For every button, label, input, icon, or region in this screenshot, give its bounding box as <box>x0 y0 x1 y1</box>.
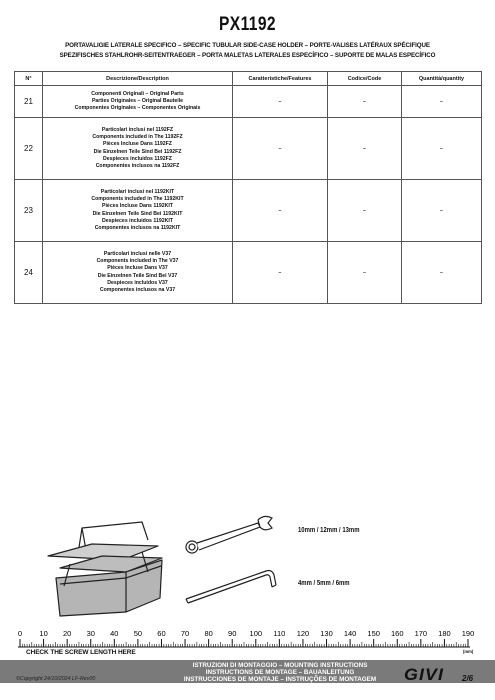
description-line: Die Einzelnen Teile Sind Bei 1192KIT <box>92 210 183 217</box>
row-features: – <box>233 86 328 118</box>
description-line: Componenti Originali – Original Parts <box>91 90 184 97</box>
ruler-unit: (mm) <box>463 649 474 654</box>
toolbox-icon <box>30 520 170 620</box>
row-description <box>43 180 233 242</box>
ruler-tick-label: 50 <box>133 629 143 638</box>
ruler-tick-label: 150 <box>367 629 380 638</box>
ruler-tick-label: 180 <box>438 629 451 638</box>
instructions-line-2: INSTRUCTIONS DE MONTAGE – BAUANLEITUNG <box>205 669 355 676</box>
row-quantity: – <box>402 242 482 304</box>
ruler-tick-label: 160 <box>391 629 404 638</box>
row-code: – <box>328 242 402 304</box>
row-number: 21 <box>15 86 43 118</box>
description-line: Particolari inclusi nel 1192FZ <box>101 126 174 133</box>
description-line: Pièces Incluse Dans 1192KIT <box>102 203 173 210</box>
col-header-description: Descrizione/Description <box>43 72 233 86</box>
ruler-tick-label: 10 <box>39 629 48 638</box>
description-line: Componentes inclusos na 1192KIT <box>94 225 181 232</box>
allen-key-size-label: 4mm / 5mm / 6mm <box>298 580 350 587</box>
parts-table <box>14 71 482 304</box>
ruler-tick-label: 70 <box>180 629 190 638</box>
description-line: Components included in The 1192FZ <box>92 133 183 140</box>
ruler-tick-label: 0 <box>17 629 23 638</box>
ruler-tick-label: 90 <box>228 629 237 638</box>
wrench-size-label: 10mm / 12mm / 13mm <box>298 527 360 534</box>
ruler-tick-label: 120 <box>296 629 310 638</box>
givi-logo: GIVI <box>404 665 444 684</box>
description-line: Die Einzelnen Teile Sind Bei 1192FZ <box>93 148 182 155</box>
description-line: Parties Originales – Original Bauteile <box>91 97 184 104</box>
col-header-features: Caratteristiche/Features <box>233 72 328 86</box>
row-description <box>43 242 233 304</box>
screw-length-ruler <box>0 625 495 665</box>
description-line: Particolari inclusi nel 1192KIT <box>100 188 175 195</box>
row-quantity: – <box>402 180 482 242</box>
row-description <box>43 118 233 180</box>
row-code: – <box>328 180 402 242</box>
description-line: Despieces incluidos 1192KIT <box>102 217 173 224</box>
table-row <box>15 86 482 118</box>
col-header-code: Codice/Code <box>328 72 402 86</box>
description-line: Despieces incluidos 1192FZ <box>103 155 172 162</box>
allen-key-icon <box>182 563 282 607</box>
description-line: Pièces Incluse Dans V37 <box>107 265 168 272</box>
row-quantity: – <box>402 86 482 118</box>
table-row <box>15 242 482 304</box>
col-header-number: N° <box>15 72 43 86</box>
description-line: Componentes Originales – Componentes Originais <box>74 105 201 112</box>
description-line: Pièces Incluse Dans 1192FZ <box>103 141 172 148</box>
instructions-line-1: ISTRUZIONI DI MONTAGGIO – MOUNTING INSTRUCTIONS <box>192 662 368 669</box>
row-number: 23 <box>15 180 43 242</box>
row-number: 22 <box>15 118 43 180</box>
ruler-tick-label: 30 <box>86 629 95 638</box>
instructions-line-3: INSTRUCCIONES DE MONTAJE – INSTRUÇÕES DE MONTAGEM <box>183 676 377 683</box>
description-line: Die Einzelnen Teile Sind Bei V37 <box>97 272 178 279</box>
ruler-tick-label: 170 <box>414 629 428 638</box>
ruler-tick-label: 140 <box>343 629 357 638</box>
row-number: 24 <box>15 242 43 304</box>
subtitle-line-1: PORTAVALIGIE LATERALE SPECIFICO – SPECIFIC TUBULAR SIDE-CASE HOLDER – PORTE-VALISES LATÉRAUX SPÉCIFIQUE <box>65 42 430 49</box>
row-features: – <box>233 180 328 242</box>
row-description <box>43 86 233 118</box>
row-features: – <box>233 118 328 180</box>
col-header-quantity: Quantità/quantity <box>402 72 482 86</box>
ruler-tick-label: 80 <box>204 629 213 638</box>
ruler-tick-label: 40 <box>110 629 119 638</box>
table-row <box>15 180 482 242</box>
description-line: Componentes inclusos na 1192FZ <box>95 163 180 170</box>
description-line: Despieces incluidos V37 <box>107 279 168 286</box>
ruler-tick-label: 190 <box>461 629 475 638</box>
wrench-icon <box>180 512 280 556</box>
row-code: – <box>328 86 402 118</box>
ruler-caption: CHECK THE SCREW LENGTH HERE <box>26 649 136 656</box>
description-line: Componentes inclusos na V37 <box>99 287 176 294</box>
ruler-tick-label: 60 <box>157 629 166 638</box>
table-row <box>15 118 482 180</box>
ruler-tick-label: 20 <box>62 629 72 638</box>
ruler-tick-label: 100 <box>249 629 263 638</box>
ruler-tick-label: 130 <box>320 629 333 638</box>
ruler-ticks <box>18 629 474 647</box>
document-title: PX1192 <box>218 14 277 35</box>
description-line: Particolari inclusi nelle V37 <box>103 250 172 257</box>
description-line: Components included in The 1192KIT <box>91 195 184 202</box>
description-line: Components included in The V37 <box>96 257 179 264</box>
copyright: ©Copyright 24/10/2024 LF-Rev00 <box>16 676 96 682</box>
row-quantity: – <box>402 118 482 180</box>
table-header-row <box>15 72 482 86</box>
row-code: – <box>328 118 402 180</box>
subtitle-line-2: SPEZIFISCHES STAHLROHR-SEITENTRAEGER – PORTA MALETAS LATERALES ESPECÍFICO – SUPORTE DE MALAS ESPECÍFICO <box>59 52 436 59</box>
page-number: 2/6 <box>462 674 474 683</box>
row-features: – <box>233 242 328 304</box>
ruler-tick-label: 110 <box>273 629 286 638</box>
